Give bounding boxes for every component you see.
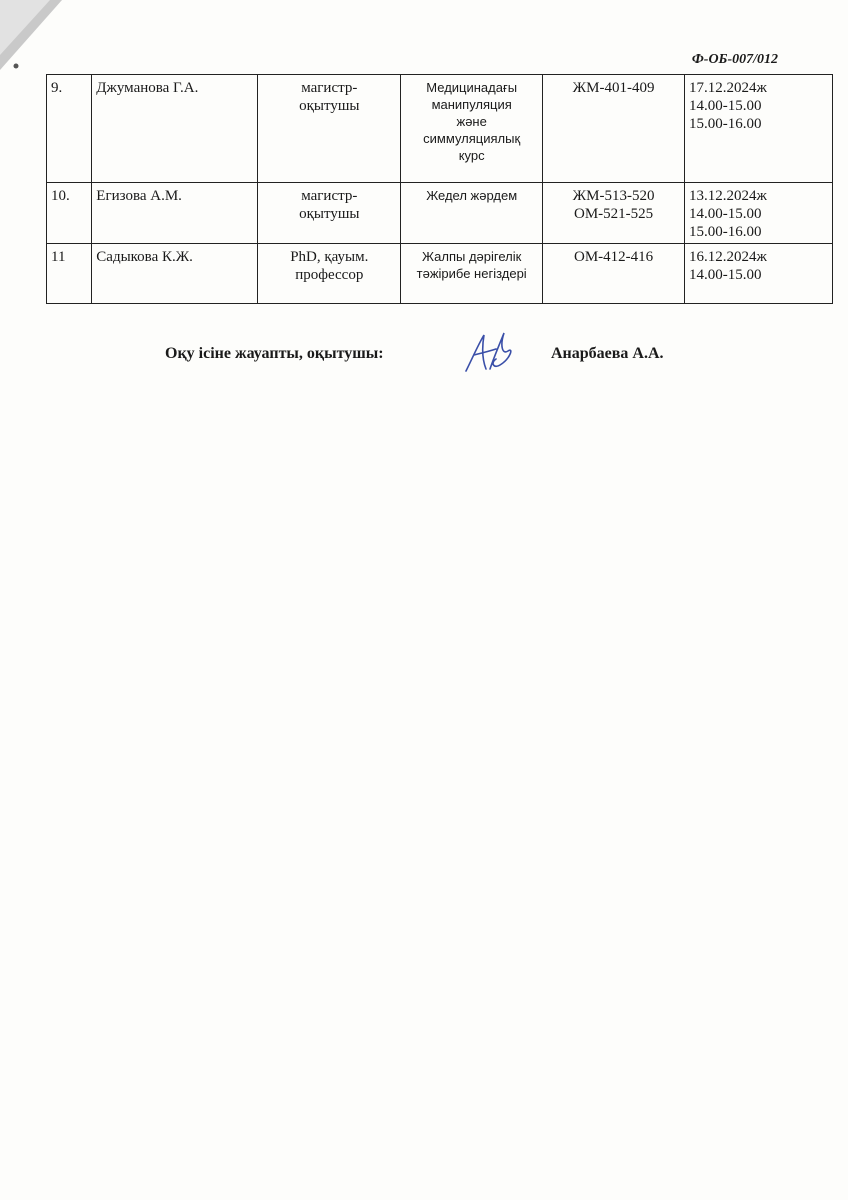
teacher-name: Садыкова К.Ж. [92,244,258,304]
row-number: 9. [47,75,92,183]
handwritten-signature [460,329,520,377]
discipline: Медицинадағы манипуляция және симмуляциялық курс [401,75,543,183]
teacher-title: магистр- оқытушы [258,75,401,183]
table-row [47,183,833,244]
teacher-name: Джуманова Г.А. [92,75,258,183]
teacher-title: PhD, қауым. профессор [258,244,401,304]
discipline: Жалпы дәрігелік тәжірибе негіздері [401,244,543,304]
group-codes: ЖМ-401-409 [543,75,685,183]
discipline: Жедел жәрдем [401,183,543,244]
signature-block [0,343,848,383]
row-number: 11 [47,244,92,304]
responsible-name: Анарбаева А.А. [551,345,664,362]
table-row [47,244,833,304]
schedule-table [46,74,833,304]
group-codes: ОМ-412-416 [543,244,685,304]
teacher-name: Егизова А.М. [92,183,258,244]
responsible-label: Оқу ісіне жауапты, оқытушы: [165,345,384,362]
consultation-schedule: 16.12.2024ж 14.00-15.00 [685,244,833,304]
table-row [47,75,833,183]
group-codes: ЖМ-513-520 ОМ-521-525 [543,183,685,244]
consultation-schedule: 13.12.2024ж 14.00-15.00 15.00-16.00 [685,183,833,244]
form-code: Ф-ОБ-007/012 [691,52,778,67]
teacher-title: магистр- оқытушы [258,183,401,244]
row-number: 10. [47,183,92,244]
consultation-schedule: 17.12.2024ж 14.00-15.00 15.00-16.00 [685,75,833,183]
